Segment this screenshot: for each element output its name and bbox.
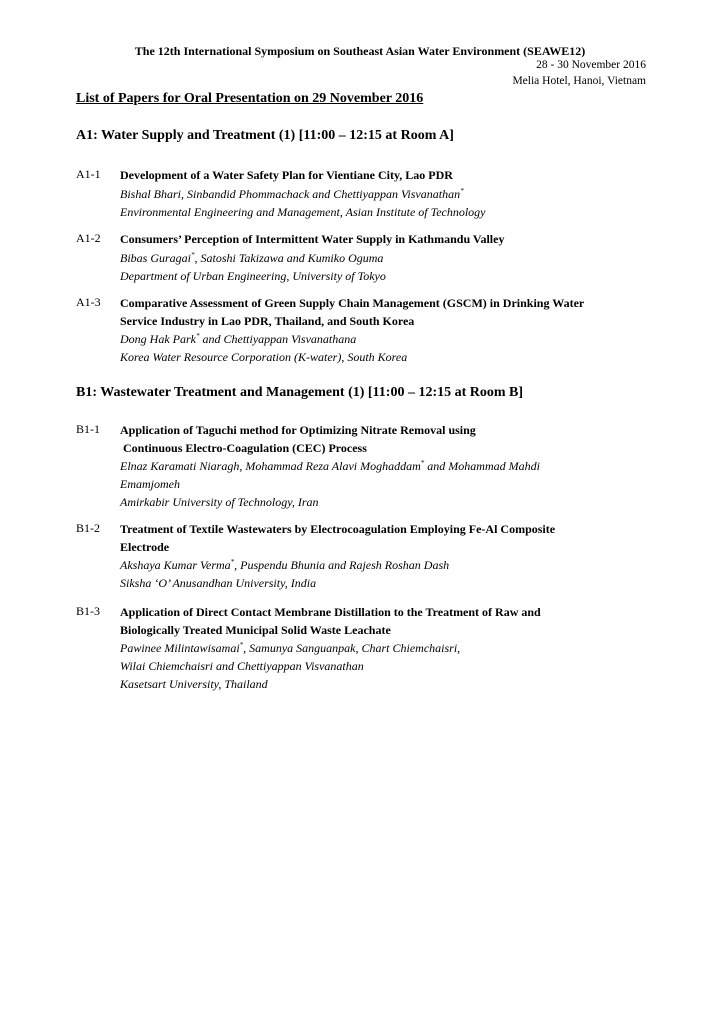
paper-title-line: Service Industry in Lao PDR, Thailand, and South Korea <box>120 313 415 328</box>
corresponding-author-mark: * <box>195 332 200 340</box>
paper-id: A1-2 <box>76 231 101 245</box>
paper-affiliation: Department of Urban Engineering, University of Tokyo <box>120 268 386 283</box>
paper-affiliation: Environmental Engineering and Management, Asian Institute of Technology <box>120 204 486 219</box>
paper-authors: Bibas Guragai*, Satoshi Takizawa and Kumiko Oguma <box>120 250 384 265</box>
paper-title: Development of a Water Safety Plan for Vientiane City, Lao PDR <box>120 168 453 182</box>
paper-authors: Akshaya Kumar Verma*, Puspendu Bhunia and Rajesh Roshan Dash <box>120 558 450 572</box>
paper-title-line: Continuous Electro-Coagulation (CEC) Process <box>120 440 367 455</box>
paper-id: A1-1 <box>76 167 101 181</box>
paper-title-line: Application of Direct Contact Membrane Distillation to the Treatment of Raw and <box>120 605 541 619</box>
paper-title-line: Electrode <box>120 539 170 554</box>
paper-authors: Dong Hak Park* and Chettiyappan Visvanathana <box>120 332 357 346</box>
paper-id: B1-3 <box>76 604 100 618</box>
session-title-b1: B1: Wastewater Treatment and Management (1) [11:00 – 12:15 at Room B] <box>76 385 524 400</box>
paper-title: Consumers’ Perception of Intermittent Water Supply in Kathmandu Valley <box>120 232 505 246</box>
paper-authors-cont: Emamjomeh <box>120 477 180 491</box>
paper-affiliation: Amirkabir University of Technology, Iran <box>120 495 319 509</box>
paper-title-line: Application of Taguchi method for Optimizing Nitrate Removal using <box>120 423 476 437</box>
session-title-a1: A1: Water Supply and Treatment (1) [11:00 – 12:15 at Room A] <box>76 128 454 143</box>
symposium-title: The 12th International Symposium on Southeast Asian Water Environment (SEAWE12) <box>134 44 586 58</box>
corresponding-author-mark: * <box>420 459 425 467</box>
paper-title-line: Treatment of Textile Wastewaters by Electrocoagulation Employing Fe-Al Composite <box>120 522 556 536</box>
paper-id: B1-1 <box>76 422 100 436</box>
list-title: List of Papers for Oral Presentation on 29 November 2016 <box>76 91 424 106</box>
corresponding-author-mark: * <box>460 186 464 195</box>
corresponding-author-mark: * <box>191 250 195 259</box>
paper-authors: Pawinee Milintawisamai*, Samunya Sanguanpak, Chart Chiemchaisri, <box>120 641 461 655</box>
paper-authors: Elnaz Karamati Niaragh, Mohammad Reza Alavi Moghaddam* and Mohammad Mahdi <box>120 459 540 473</box>
corresponding-author-mark: * <box>230 558 235 566</box>
paper-authors-cont: Wilai Chiemchaisri and Chettiyappan Visvanathan <box>120 659 364 673</box>
paper-authors: Bishal Bhari, Sinbandid Phommachack and Chettiyappan Visvanathan* <box>120 186 464 201</box>
paper-affiliation: Korea Water Resource Corporation (K-water), South Korea <box>120 350 408 364</box>
symposium-dates: 28 - 30 November 2016 <box>536 59 646 71</box>
corresponding-author-mark: * <box>239 641 244 649</box>
paper-title-line: Comparative Assessment of Green Supply Chain Management (GSCM) in Drinking Water <box>120 296 585 310</box>
symposium-venue: Melia Hotel, Hanoi, Vietnam <box>512 75 646 87</box>
paper-id: A1-3 <box>76 295 101 309</box>
paper-affiliation: Kasetsart University, Thailand <box>120 677 268 691</box>
paper-affiliation: Siksha ‘O’ Anusandhan University, India <box>120 576 317 590</box>
paper-id: B1-2 <box>76 521 100 535</box>
paper-title-line: Biologically Treated Municipal Solid Waste Leachate <box>120 622 391 637</box>
